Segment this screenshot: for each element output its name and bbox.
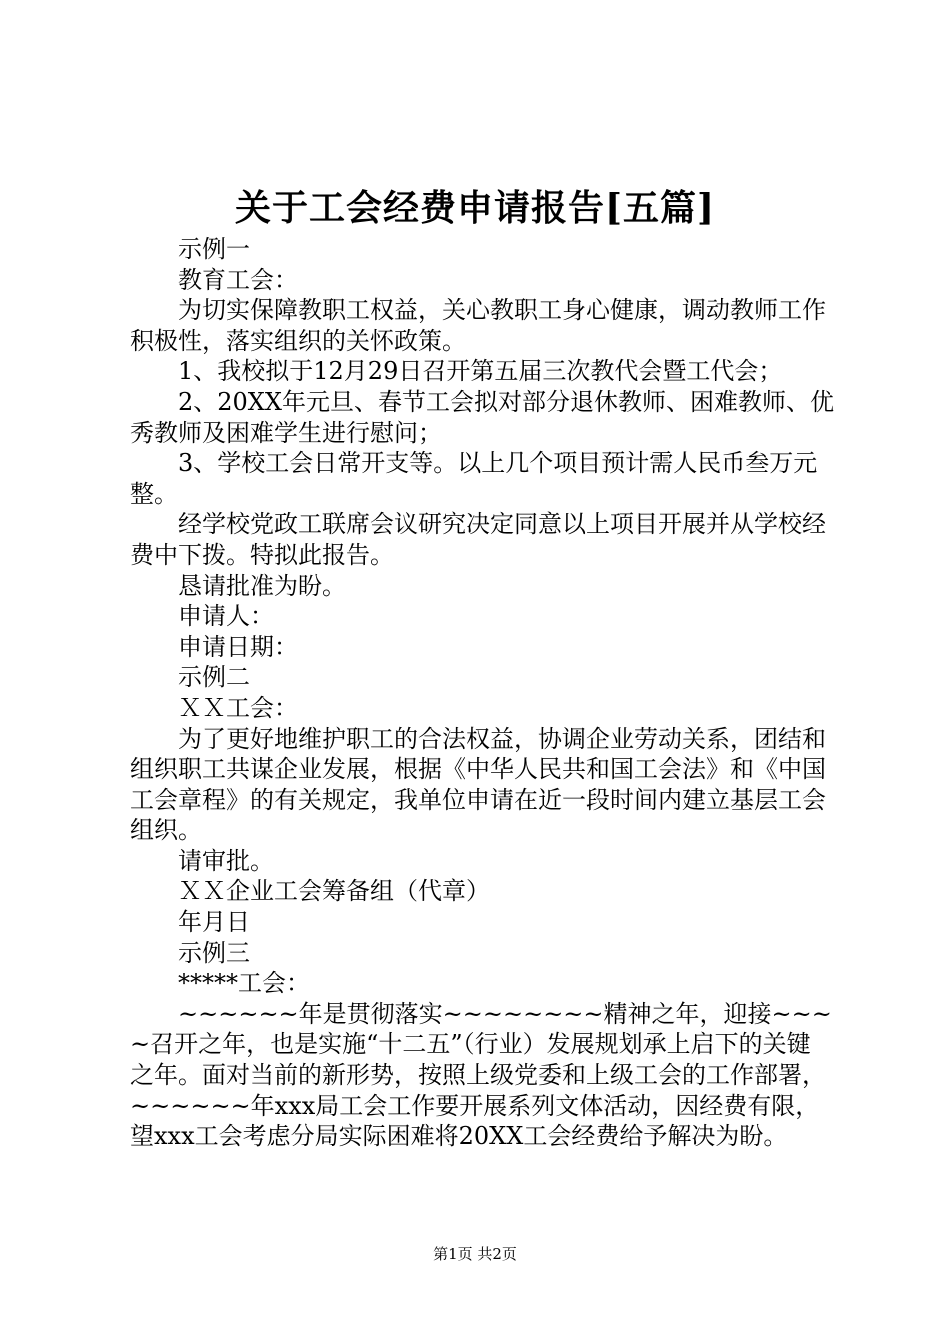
paragraph: 为了更好地维护职工的合法权益，协调企业劳动关系，团结和组织职工共谋企业发展，根据《中华人民共和国工会法》和《中国工会章程》的有关规定，我单位申请在近一段时间内建立基层工会组织。 (130, 724, 826, 845)
document-title: 关于工会经费申请报告[五篇] (234, 187, 716, 229)
paragraph: 3、学校工会日常开支等。以上几个项目预计需人民币叁万元整。 (130, 449, 818, 508)
paragraph: 经学校党政工联席会议研究决定同意以上项目开展并从学校经费中下拨。特拟此报告。 (130, 510, 826, 569)
paragraph: 示例三 (178, 938, 250, 967)
paragraph: 教育工会： (178, 265, 298, 294)
paragraph: 请审批。 (178, 846, 274, 875)
paragraph: 申请人： (178, 602, 274, 631)
paragraph: 示例二 (178, 663, 250, 692)
paragraph: 为切实保障教职工权益，关心教职工身心健康，调动教师工作积极性，落实组织的关怀政策。 (130, 296, 826, 355)
paragraph: 申请日期： (178, 632, 298, 661)
paragraph: 2、20XX年元旦、春节工会拟对部分退休教师、困难教师、优秀教师及困难学生进行慰问； (130, 387, 834, 447)
paragraph: 年月日 (178, 908, 250, 937)
document-body (130, 234, 834, 1152)
page-footer: 第1页 共2页 (433, 1245, 517, 1263)
paragraph: *****工会： (178, 969, 310, 998)
paragraph: 示例一 (178, 235, 250, 263)
paragraph: 1、我校拟于12月29日召开第五届三次教代会暨工代会； (178, 357, 783, 386)
paragraph: ＸＸ企业工会筹备组（代章） (178, 877, 490, 906)
paragraph: ＸＸ工会： (178, 693, 298, 722)
paragraph: 恳请批准为盼。 (178, 571, 346, 600)
paragraph: ~~~~~~年是贯彻落实~~~~~~~~精神之年，迎接~~~~召开之年，也是实施“十二五”（行业）发展规划承上启下的关键之年。面对当前的新形势，按照上级党委和上级工会的工作部署，~~~~~~年xxx局工会工作要开展系列文体活动，因经费有限，望xxx工会考虑分局实际困难将20XX工会经费给予解决为盼。 (130, 999, 832, 1151)
